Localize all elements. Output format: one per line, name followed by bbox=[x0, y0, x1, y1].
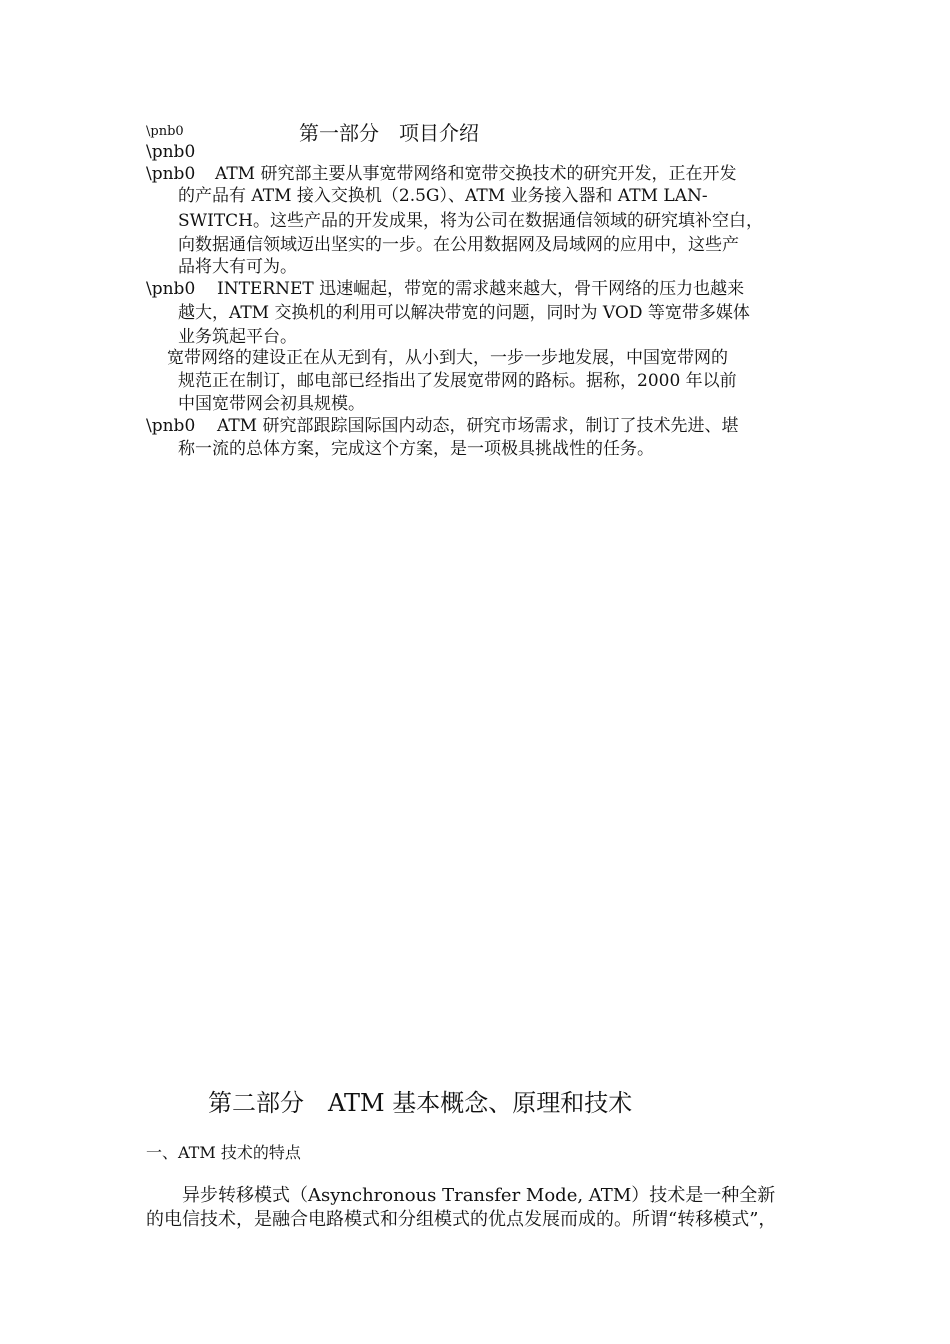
paragraph-line: 向数据通信领域迈出坚实的一步。在公用数据网及局域网的应用中，这些产 bbox=[178, 235, 739, 255]
paragraph-line: 称一流的总体方案，完成这个方案，是一项极具挑战性的任务。 bbox=[178, 439, 654, 459]
paragraph-line: 异步转移模式（Asynchronous Transfer Mode, ATM）技术是一种全新 bbox=[182, 1185, 776, 1206]
paragraph-line: 的产品有 ATM 接入交换机（2.5G）、ATM 业务接入器和 ATM LAN- bbox=[178, 186, 708, 206]
paragraph-line: 越大，ATM 交换机的利用可以解决带宽的问题，同时为 VOD 等宽带多媒体 bbox=[178, 303, 750, 323]
paragraph-line: 的电信技术，是融合电路模式和分组模式的优点发展而成的。所谓“转移模式”， bbox=[146, 1209, 777, 1230]
paragraph-line: 宽带网络的建设正在从无到有，从小到大，一步一步地发展，中国宽带网的 bbox=[167, 348, 728, 368]
paragraph-line: 品将大有可为。 bbox=[178, 257, 297, 277]
paragraph-line: 中国宽带网会初具规模。 bbox=[178, 394, 365, 414]
paragraph-line: INTERNET 迅速崛起，带宽的需求越来越大，骨干网络的压力也越来 bbox=[217, 279, 745, 299]
paragraph-line: SWITCH。这些产品的开发成果，将为公司在数据通信领域的研究填补空白， bbox=[178, 211, 764, 231]
pnb0-marker: \pnb0 bbox=[146, 279, 196, 299]
paragraph-line: 规范正在制订，邮电部已经指出了发展宽带网的路标。据称，2000 年以前 bbox=[178, 371, 737, 391]
paragraph-line: 业务筑起平台。 bbox=[178, 327, 297, 347]
pnb0-marker: \pnb0 bbox=[146, 416, 196, 436]
paragraph-line: ATM 研究部跟踪国际国内动态，研究市场需求，制订了技术先进、堪 bbox=[217, 416, 739, 436]
paragraph-line: ATM 研究部主要从事宽带网络和宽带交换技术的研究开发，正在开发 bbox=[215, 164, 737, 184]
part1-title: 第一部分 项目介绍 bbox=[299, 121, 479, 145]
pnb0-marker: \pnb0 bbox=[146, 142, 196, 162]
part2-title: 第二部分 ATM 基本概念、原理和技术 bbox=[208, 1089, 633, 1117]
pnb0-marker: \pnb0 bbox=[146, 124, 184, 139]
pnb0-marker: \pnb0 bbox=[146, 164, 196, 184]
section-heading: 一、ATM 技术的特点 bbox=[146, 1143, 301, 1162]
